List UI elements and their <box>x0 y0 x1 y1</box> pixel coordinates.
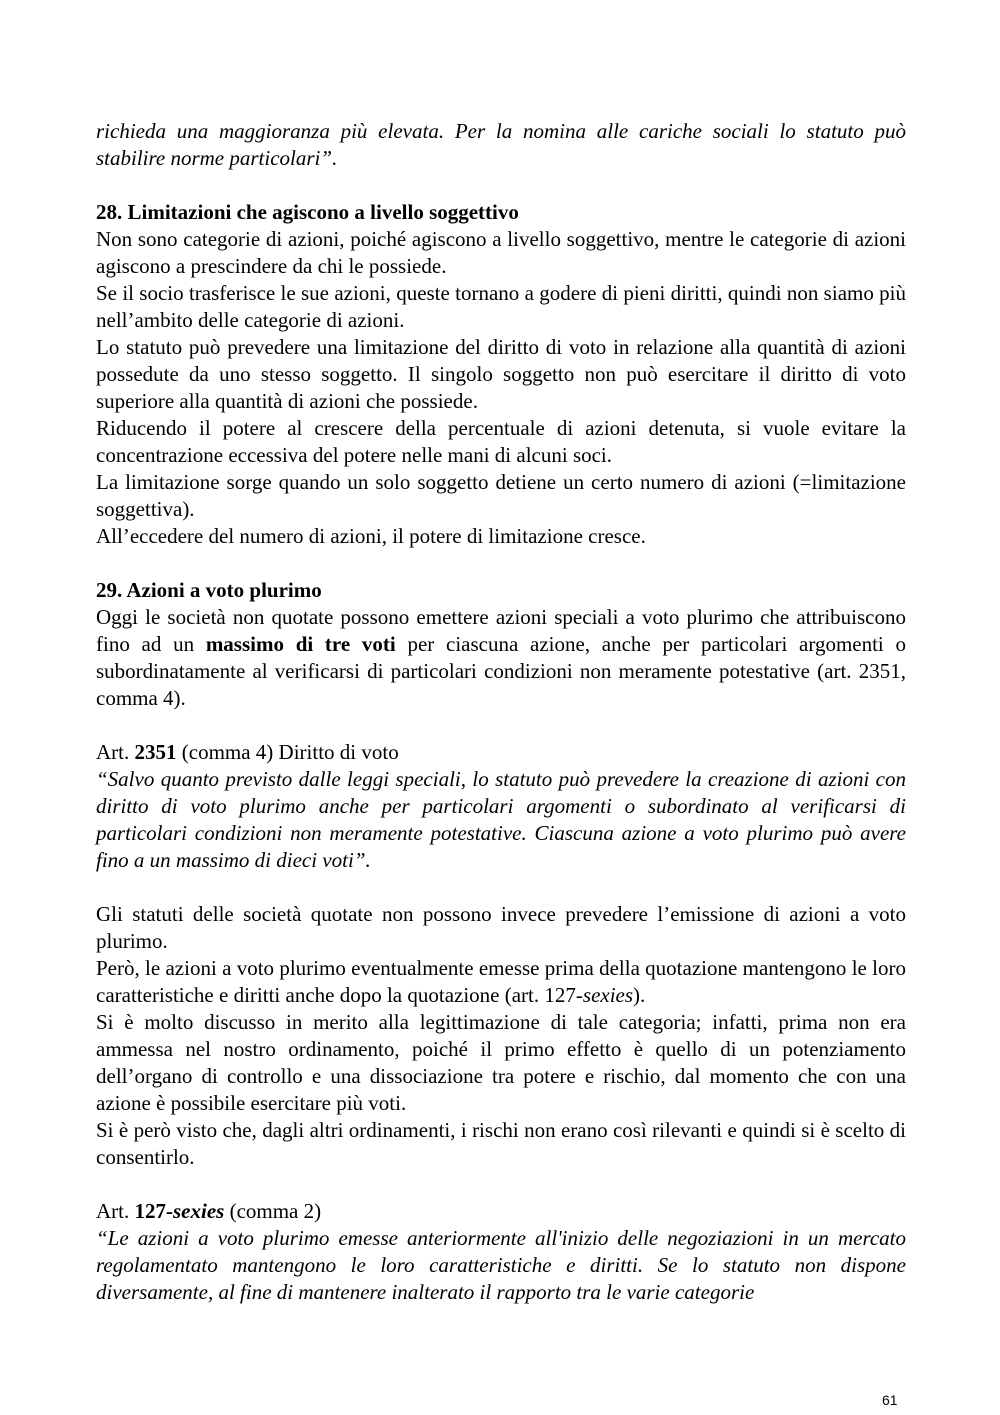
body-paragraph: Si è molto discusso in merito alla legittimazione di tale categoria; infatti, prima non era ammessa nel nostro ordinamento, poiché il primo effetto è quello di un potenziamento dell’organo di controllo e una dissociazione tra potere e rischio, dal momento che con una azione è possibile esercitare più voti. <box>96 1010 906 1115</box>
article-number: 2351 <box>134 740 177 764</box>
section-29-heading: 29. Azioni a voto plurimo <box>96 578 322 602</box>
body-paragraph: Gli statuti delle società quotate non possono invece prevedere l’emissione di azioni a voto plurimo. <box>96 902 906 953</box>
article-2351-quote: “Salvo quanto previsto dalle leggi speciali, lo statuto può prevedere la creazione di azioni con diritto di voto plurimo anche per particolari argomenti o subordinato al verificarsi di particolari condizioni non meramente potestative. Ciascuna azione a voto plurimo può avere fino a un massimo di dieci voti”. <box>96 767 906 872</box>
section-28-paragraph: Riducendo il potere al crescere della percentuale di azioni detenuta, si vuole evitare la concentrazione eccessiva del potere nelle mani di alcuni soci. <box>96 416 906 467</box>
article-2351-title <box>96 739 906 766</box>
section-28-paragraph: Non sono categorie di azioni, poiché agiscono a livello soggettivo, mentre le categorie di azioni agiscono a prescindere da chi le possiede. <box>96 227 906 278</box>
article-number-suffix: sexies <box>173 1199 225 1223</box>
text-run: Art. <box>96 740 135 764</box>
text-run: Però, le azioni a voto plurimo eventualmente emesse prima della quotazione mantengono le loro caratteristiche e diritti anche dopo la quotazione (art. 127- <box>96 956 906 1007</box>
spacer <box>96 550 906 577</box>
text-run: Oggi le società non quotate possono emettere azioni speciali a voto plurimo che attribuiscono fino ad un <box>96 605 906 656</box>
intro-quote-end: richieda una maggioranza più elevata. Per la nomina alle cariche sociali lo statuto può stabilire norme particolari”. <box>96 119 906 170</box>
body-paragraph: Si è però visto che, dagli altri ordinamenti, i rischi non erano così rilevanti e quindi si è scelto di consentirlo. <box>96 1118 906 1169</box>
text-run: per ciascuna azione, anche per particolari argomenti o subordinatamente al verificarsi di particolari condizioni non meramente potestative (art. 2351, comma 4). <box>96 632 906 710</box>
section-29-paragraph <box>96 604 906 712</box>
text-run: ). <box>633 983 646 1007</box>
spacer <box>96 1171 906 1198</box>
section-28-paragraph: Lo statuto può prevedere una limitazione del diritto di voto in relazione alla quantità di azioni possedute da uno stesso soggetto. Il singolo soggetto non può esercitare il diritto di voto superiore alla quantità di azioni che possiede. <box>96 335 906 413</box>
spacer <box>96 712 906 739</box>
spacer <box>96 172 906 199</box>
text-run: Art. <box>96 1199 135 1223</box>
section-28-heading: 28. Limitazioni che agiscono a livello soggettivo <box>96 200 519 224</box>
text-run: (comma 2) <box>224 1199 322 1223</box>
document-body <box>96 118 906 1306</box>
italic-text-run: sexies <box>582 983 634 1007</box>
article-127-quote: “Le azioni a voto plurimo emesse anteriormente all'inizio delle negoziazioni in un mercato regolamentato mantengono le loro caratteristiche e diritti. Se lo statuto non dispone diversamente, al fine di mantenere inalterato il rapporto tra le varie categorie <box>96 1226 906 1304</box>
page-number: 61 <box>882 1392 898 1408</box>
section-28-paragraph: All’eccedere del numero di azioni, il potere di limitazione cresce. <box>96 524 646 548</box>
body-paragraph <box>96 955 906 1009</box>
section-28-paragraph: La limitazione sorge quando un solo soggetto detiene un certo numero di azioni (=limitazione soggettiva). <box>96 470 906 521</box>
article-number: 127- <box>134 1199 173 1223</box>
bold-text-run: massimo di tre voti <box>205 632 396 656</box>
article-127-title <box>96 1198 906 1225</box>
section-28-paragraph: Se il socio trasferisce le sue azioni, queste tornano a godere di pieni diritti, quindi non siamo più nell’ambito delle categorie di azioni. <box>96 281 906 332</box>
text-run: (comma 4) Diritto di voto <box>176 740 399 764</box>
spacer <box>96 874 906 901</box>
